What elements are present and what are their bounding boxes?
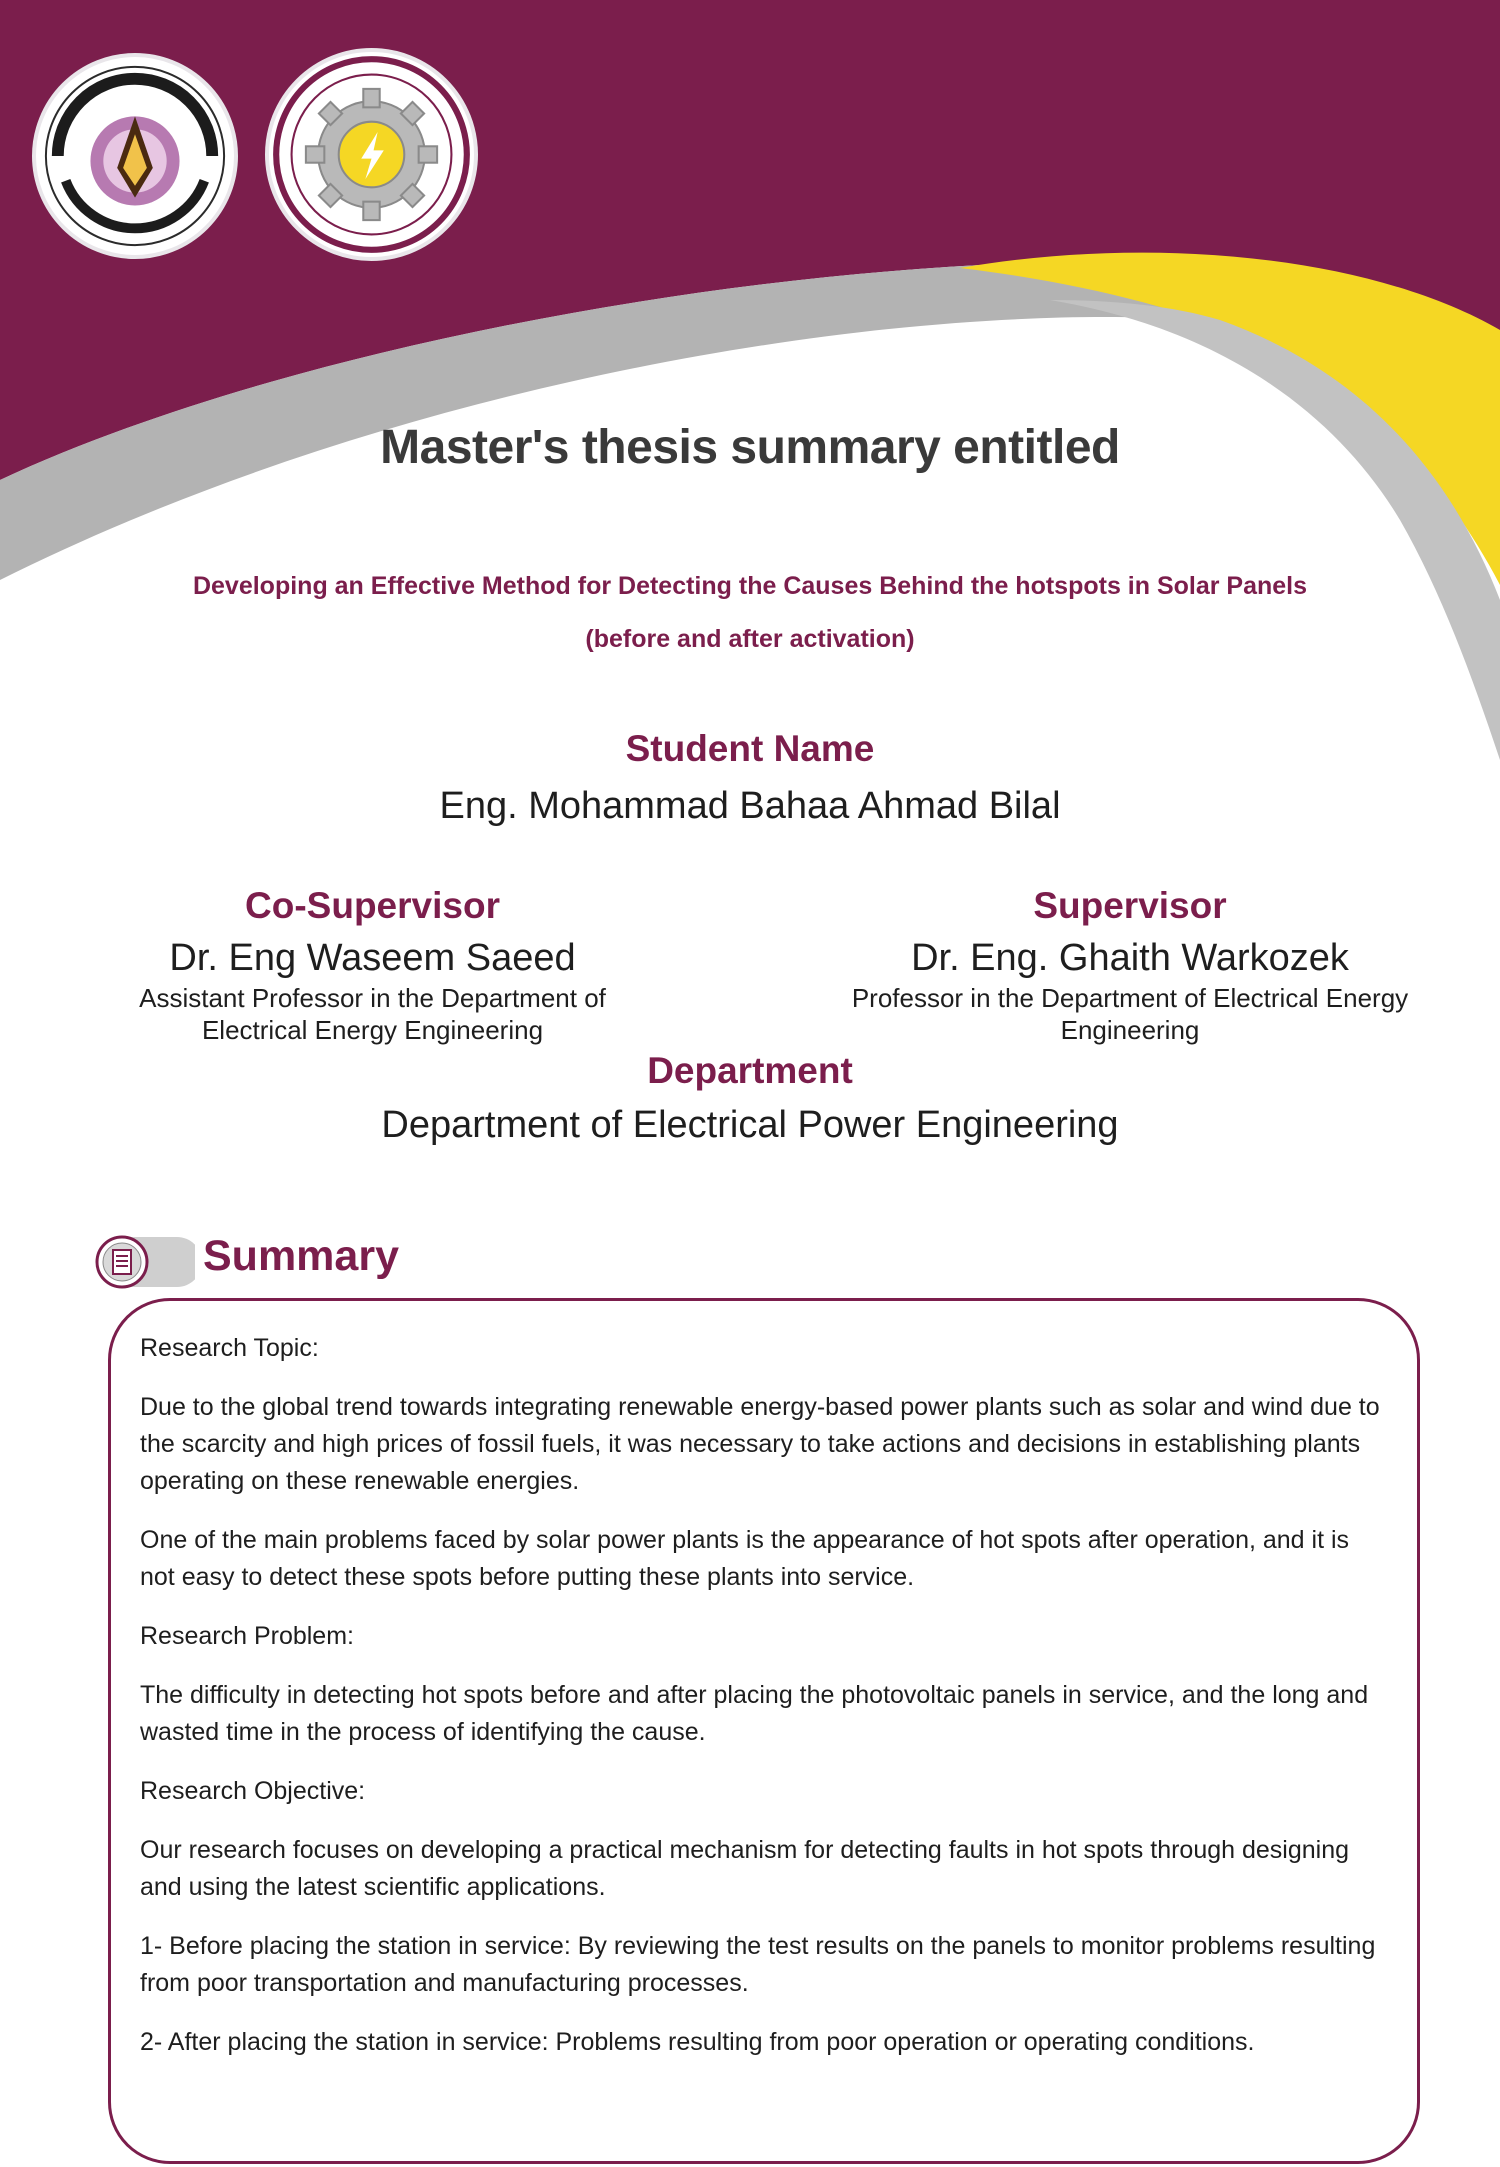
research-objective-heading: Research Objective: [140,1777,366,1805]
summary-paragraph: Due to the global trend towards integrating renewable energy-based power plants such as solar and wind due to the scarcity and high prices of fossil fuels, it was necessary to take actions and decisions in establishing plants operating on these renewable energies. [140,1393,1380,1495]
summary-paragraph: 2- After placing the station in service: Problems resulting from poor operation or operating conditions. [140,2028,1255,2056]
supervisor-title-line1: Professor in the Department of Electrical Energy [851,983,1409,1013]
university-logo [32,53,238,259]
document-icon [95,1235,195,1289]
research-topic-heading: Research Topic: [140,1334,319,1362]
department-name: Department of Electrical Power Engineering [381,1104,1119,1146]
research-problem-heading: Research Problem: [140,1622,354,1650]
thesis-title-subtitle: (before and after activation) [585,625,915,653]
supervisor-title-line2: Engineering [1060,1015,1200,1045]
thesis-title: Developing an Effective Method for Detecting the Causes Behind the hotspots in Solar Panels [192,572,1308,600]
co-supervisor-label: Co-Supervisor [245,885,500,926]
supervisor-label: Supervisor [1033,885,1227,926]
co-supervisor-title-line2: Electrical Energy Engineering [201,1015,544,1045]
co-supervisor-name: Dr. Eng Waseem Saeed [169,937,576,979]
student-name-label: Student Name [625,728,875,769]
department-label: Department [647,1050,853,1091]
faculty-logo [265,48,478,261]
summary-paragraph: 1- Before placing the station in service: By reviewing the test results on the panels to monitor problems resulting from poor transportation and manufacturing processes. [140,1932,1376,1997]
co-supervisor-block [90,885,655,1045]
document-title: Master's thesis summary entitled [380,421,1120,474]
co-supervisor-title-line1: Assistant Professor in the Department of [139,983,606,1013]
supervisor-name: Dr. Eng. Ghaith Warkozek [911,937,1349,979]
student-name: Eng. Mohammad Bahaa Ahmad Bilal [439,785,1061,827]
summary-content [140,1330,1380,2083]
summary-paragraph: Our research focuses on developing a practical mechanism for detecting faults in hot spots through designing and using the latest scientific applications. [140,1836,1350,1901]
supervisor-block [820,885,1440,1045]
summary-paragraph: One of the main problems faced by solar power plants is the appearance of hot spots after operation, and it is not easy to detect these spots before putting these plants into service. [140,1526,1350,1591]
summary-heading: Summary [203,1232,399,1280]
summary-paragraph: The difficulty in detecting hot spots before and after placing the photovoltaic panels in service, and the long and wasted time in the process of identifying the cause. [140,1681,1369,1746]
